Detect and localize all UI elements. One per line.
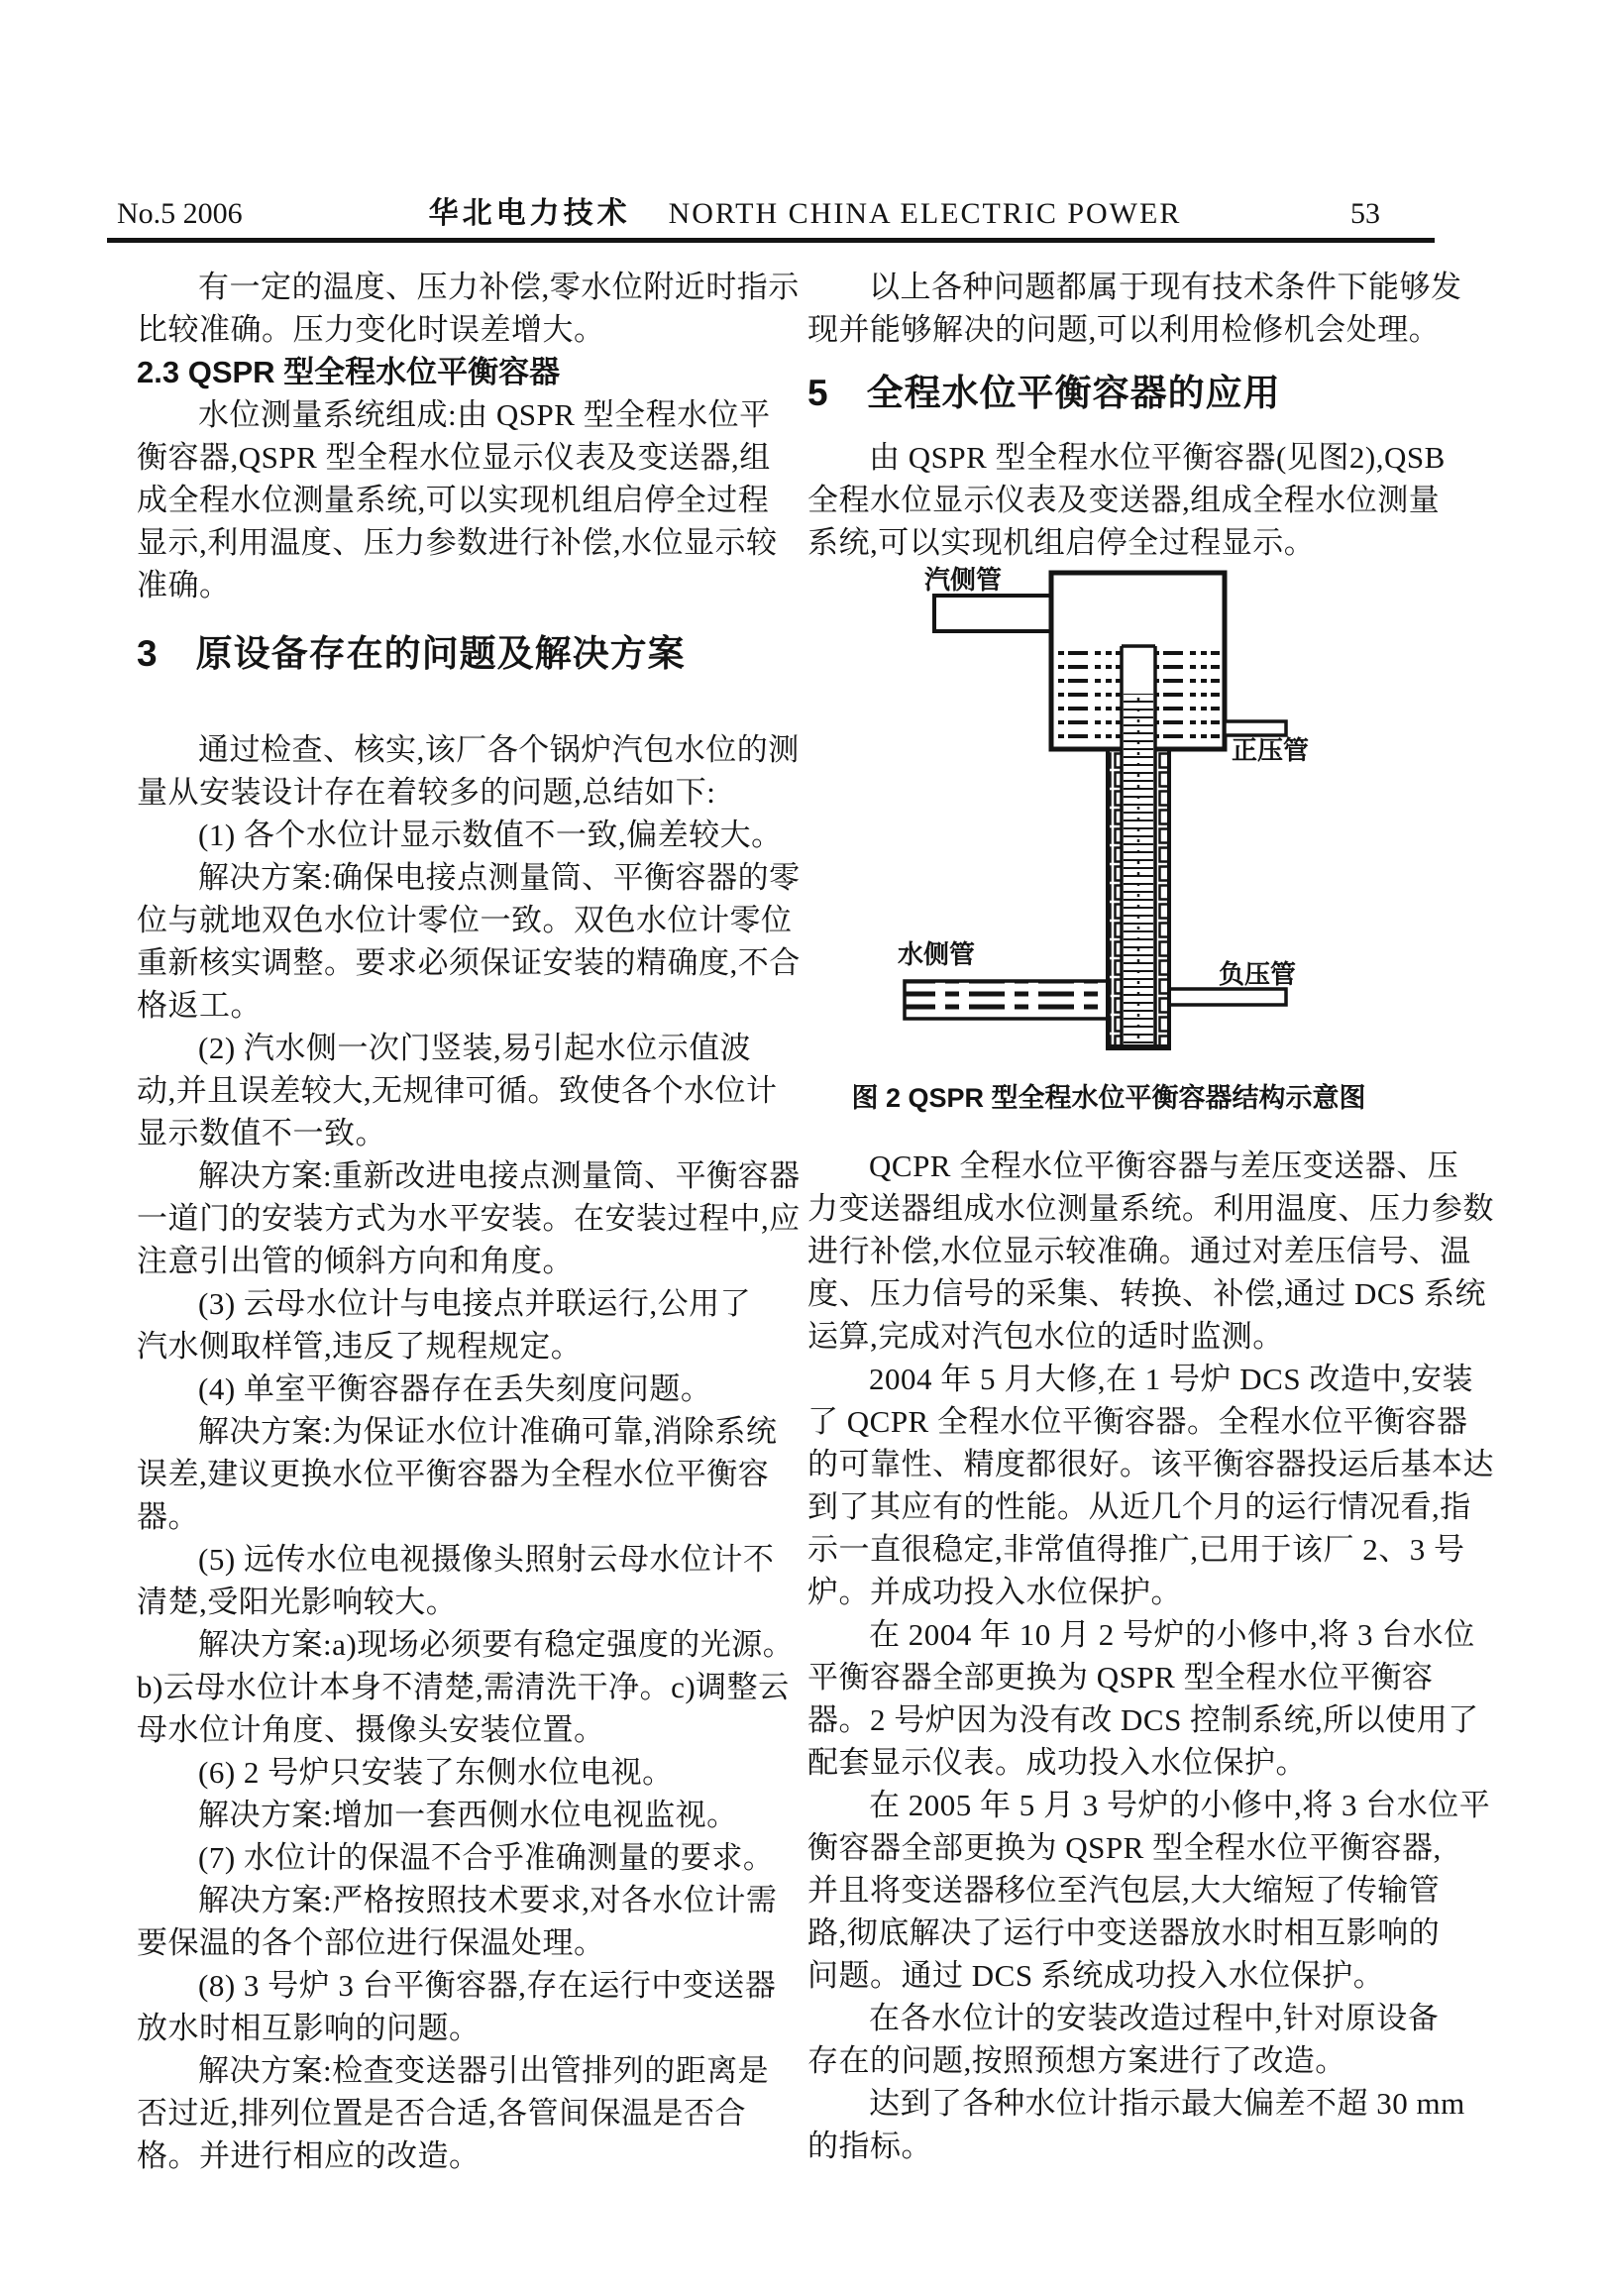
text-line: (6) 2 号炉只安装了东侧水位电视。	[198, 1755, 674, 1790]
text-line: 在各水位计的安装改造过程中,针对原设备	[869, 2001, 1440, 2035]
text-line: 的指标。	[807, 2129, 932, 2163]
text-line: (4) 单室平衡容器存在丢失刻度问题。	[198, 1371, 712, 1406]
text-line: 通过检查、核实,该厂各个锅炉汽包水位的测	[198, 732, 800, 767]
text-line: 的可靠性、精度都很好。该平衡容器投运后基本达	[807, 1447, 1494, 1481]
text-line: 格返工。	[137, 988, 262, 1023]
text-line: 示一直很稳定,非常值得推广,已用于该厂 2、3 号	[807, 1532, 1465, 1567]
text-line: 解决方案:增加一套西侧水位电视监视。	[198, 1798, 738, 1832]
text-line: (2) 汽水侧一次门竖装,易引起水位示值波	[198, 1031, 752, 1065]
text-line: 准确。	[137, 568, 231, 602]
text-line: 运算,完成对汽包水位的适时监测。	[807, 1319, 1284, 1354]
heading-section-3: 3 原设备存在的问题及解决方案	[137, 633, 686, 674]
text-line: (3) 云母水位计与电接点并联运行,公用了	[198, 1286, 752, 1321]
text-line: (8) 3 号炉 3 台平衡容器,存在运行中变送器	[198, 1968, 777, 2003]
text-line: 解决方案:a)现场必须要有稳定强度的光源。	[198, 1627, 795, 1662]
text-line: 解决方案:严格按照技术要求,对各水位计需	[198, 1883, 778, 1917]
text-line: 显示数值不一致。	[137, 1116, 386, 1150]
text-line: QCPR 全程水位平衡容器与差压变送器、压	[869, 1148, 1459, 1183]
right-column-body	[807, 1145, 1494, 2167]
label-water-side-pipe: 水侧管	[898, 939, 976, 969]
text-line: 到了其应有的性能。从近几个月的运行情况看,指	[807, 1489, 1471, 1524]
header-issue-number: No.5 2006	[117, 197, 243, 230]
text-line: 器。2 号炉因为没有改 DCS 控制系统,所以使用了	[807, 1702, 1479, 1737]
positive-pressure-pipe	[1225, 721, 1286, 735]
text-line: 达到了各种水位计指示最大偏差不超 30 mm	[869, 2086, 1465, 2121]
text-line: 注意引出管的倾斜方向和角度。	[137, 1244, 574, 1278]
text-line: 全程水位显示仪表及变送器,组成全程水位测量	[807, 483, 1441, 517]
heading-section-5: 5 全程水位平衡容器的应用	[807, 373, 1281, 413]
text-line: 解决方案:重新改进电接点测量筒、平衡容器	[198, 1158, 801, 1193]
text-line: 有一定的温度、压力补偿,零水位附近时指示	[198, 270, 800, 304]
text-line: 平衡容器全部更换为 QSPR 型全程水位平衡容	[807, 1660, 1434, 1695]
heading-section-2-3: 2.3 QSPR 型全程水位平衡容器	[137, 355, 561, 389]
negative-pressure-pipe	[1169, 989, 1286, 1005]
text-line: (7) 水位计的保温不合乎准确测量的要求。	[198, 1840, 775, 1875]
steam-side-pipe	[934, 596, 1055, 631]
text-line: 问题。通过 DCS 系统成功投入水位保护。	[807, 1958, 1385, 1993]
figure-balance-vessel-schematic	[830, 563, 1425, 1078]
text-line: 系统,可以实现机组启停全过程显示。	[807, 525, 1316, 560]
text-line: 度、压力信号的采集、转换、补偿,通过 DCS 系统	[807, 1276, 1487, 1311]
text-line: 并且将变送器移位至汽包层,大大缩短了传输管	[807, 1873, 1441, 1908]
text-line: 动,并且误差较大,无规律可循。致使各个水位计	[137, 1073, 778, 1108]
text-line: 误差,建议更换水位平衡容器为全程水位平衡容	[137, 1457, 770, 1491]
text-line: 存在的问题,按照预想方案进行了改造。	[807, 2043, 1346, 2078]
text-line: 放水时相互影响的问题。	[137, 2011, 481, 2045]
text-line: 解决方案:检查变送器引出管排列的距离是	[198, 2053, 770, 2088]
left-column-body	[137, 728, 801, 2177]
text-line: 量从安装设计存在着较多的问题,总结如下:	[137, 775, 716, 810]
text-line: 比较准确。压力变化时误差增大。	[137, 312, 605, 347]
left-column-intro	[137, 266, 800, 351]
text-line: 一道门的安装方式为水平安装。在安装过程中,应	[137, 1201, 801, 1236]
text-line: 格。并进行相应的改造。	[137, 2138, 481, 2173]
label-positive-pressure-pipe: 正压管	[1232, 735, 1310, 765]
text-line: 由 QSPR 型全程水位平衡容器(见图2),QSB	[869, 440, 1446, 475]
text-line: 要保温的各个部位进行保温处理。	[137, 1925, 605, 1960]
text-line: (1) 各个水位计显示数值不一致,偏差较大。	[198, 818, 783, 852]
text-line: 清楚,受阳光影响较大。	[137, 1585, 458, 1619]
text-line: 重新核实调整。要求必须保证安装的精确度,不合	[137, 945, 801, 980]
text-line: 以上各种问题都属于现有技术条件下能够发	[869, 270, 1462, 304]
text-line: 炉。并成功投入水位保护。	[807, 1575, 1182, 1609]
text-line: 否过近,排列位置是否合适,各管间保温是否合	[137, 2096, 746, 2131]
text-line: 衡容器全部更换为 QSPR 型全程水位平衡容器,	[807, 1830, 1442, 1865]
text-line: 位与就地双色水位计零位一致。双色水位计零位	[137, 903, 793, 937]
text-line: 成全程水位测量系统,可以实现机组启停全过程	[137, 483, 770, 517]
text-line: 显示,利用温度、压力参数进行补偿,水位显示较	[137, 525, 778, 560]
text-line: b)云母水位计本身不清楚,需清洗干净。c)调整云	[137, 1670, 790, 1704]
right-column-intro	[807, 266, 1462, 351]
text-line: 器。	[137, 1499, 199, 1534]
right-column-paragraph-5	[807, 436, 1446, 564]
text-line: 母水位计角度、摄像头安装位置。	[137, 1712, 605, 1747]
text-line: 进行补偿,水位显示较准确。通过对差压信号、温	[807, 1234, 1471, 1268]
label-steam-side-pipe: 汽侧管	[924, 565, 1003, 595]
text-line: 水位测量系统组成:由 QSPR 型全程水位平	[198, 397, 771, 432]
journal-title-english: NORTH CHINA ELECTRIC POWER	[668, 197, 1182, 230]
left-column-paragraph-2-3	[137, 393, 778, 606]
text-line: 现并能够解决的问题,可以利用检修机会处理。	[807, 312, 1441, 347]
text-line: 在 2004 年 10 月 2 号炉的小修中,将 3 台水位	[869, 1617, 1475, 1652]
text-line: 解决方案:确保电接点测量筒、平衡容器的零	[198, 860, 801, 895]
text-line: 路,彻底解决了运行中变送器放水时相互影响的	[807, 1915, 1441, 1950]
text-line: 衡容器,QSPR 型全程水位显示仪表及变送器,组	[137, 440, 771, 475]
page-number: 53	[1350, 197, 1380, 230]
journal-title-chinese: 华北电力技术	[428, 197, 631, 230]
text-line: 2004 年 5 月大修,在 1 号炉 DCS 改造中,安装	[869, 1362, 1474, 1396]
text-line: (5) 远传水位电视摄像头照射云母水位计不	[198, 1542, 775, 1577]
header-rule	[107, 238, 1435, 243]
water-side-pipe	[905, 981, 1109, 1019]
inner-tube-water	[1124, 694, 1153, 1044]
label-negative-pressure-pipe: 负压管	[1219, 959, 1297, 989]
text-line: 在 2005 年 5 月 3 号炉的小修中,将 3 台水位平	[869, 1788, 1491, 1822]
text-line: 汽水侧取样管,违反了规程规定。	[137, 1329, 583, 1364]
figure-caption: 图 2 QSPR 型全程水位平衡容器结构示意图	[851, 1083, 1366, 1113]
text-line: 配套显示仪表。成功投入水位保护。	[807, 1745, 1307, 1780]
text-line: 了 QCPR 全程水位平衡容器。全程水位平衡容器	[807, 1404, 1468, 1439]
text-line: 力变送器组成水位测量系统。利用温度、压力参数	[807, 1191, 1494, 1226]
text-line: 解决方案:为保证水位计准确可靠,消除系统	[198, 1414, 778, 1449]
